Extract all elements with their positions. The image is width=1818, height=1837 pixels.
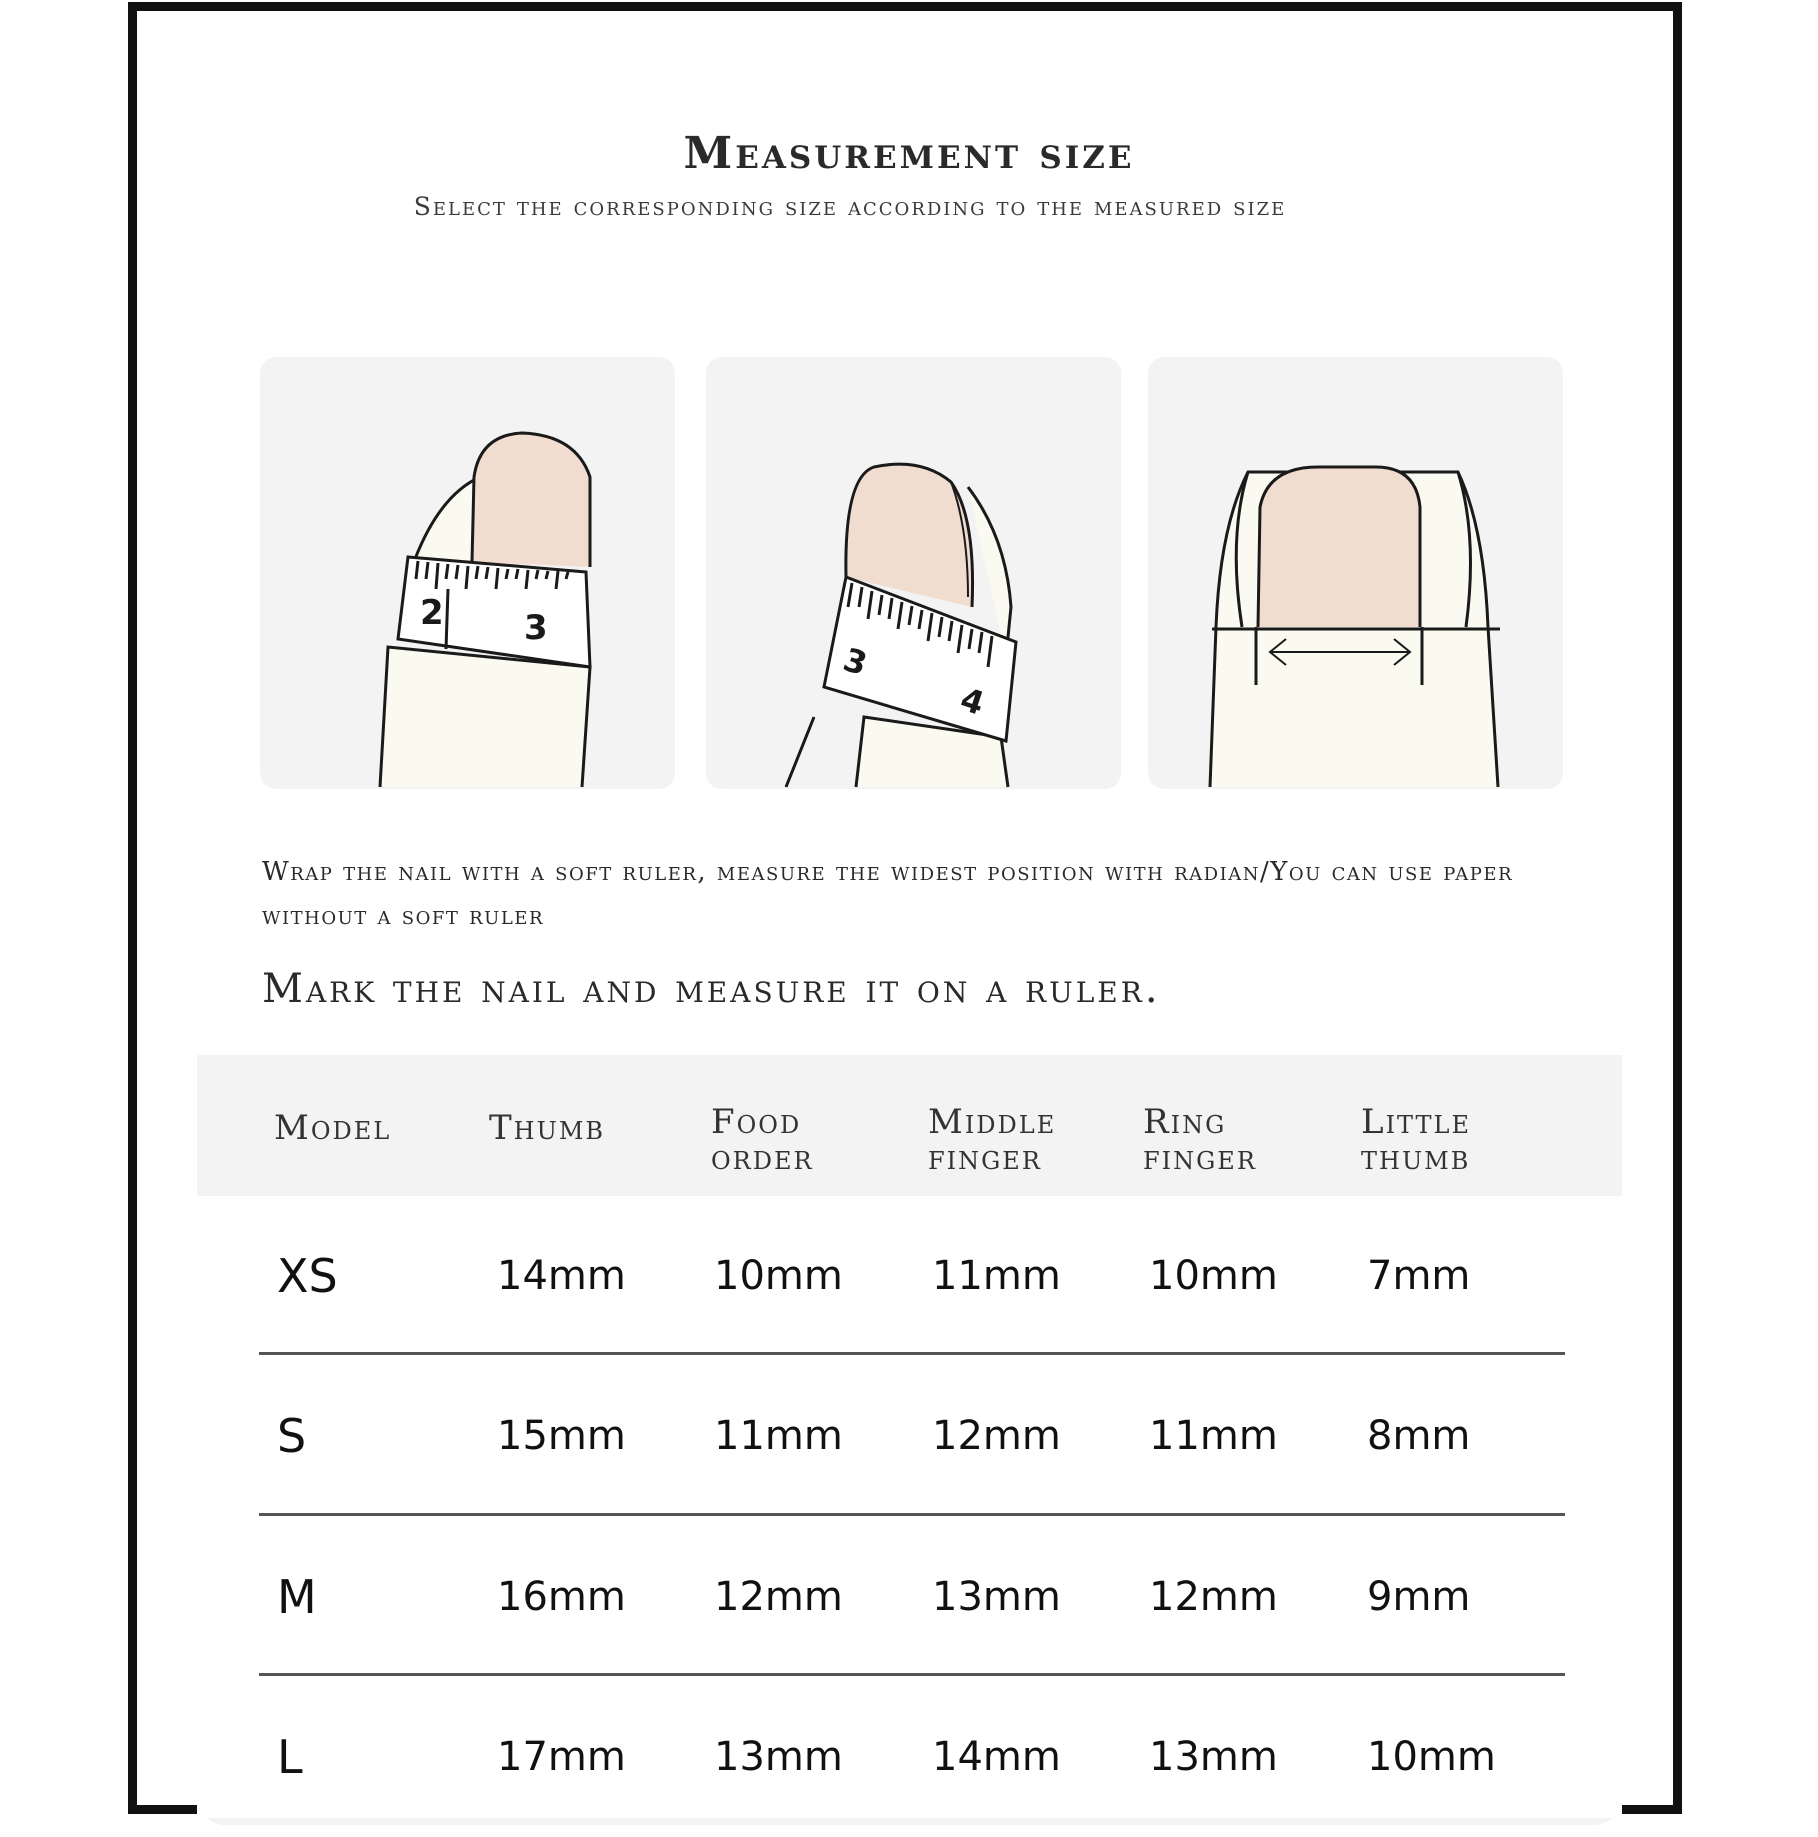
header-model: Model xyxy=(274,1108,392,1148)
header-food-order: Food order xyxy=(711,1102,814,1178)
cell-ring-finger: 12mm xyxy=(1149,1574,1278,1620)
header-little-thumb: Little thumb xyxy=(1361,1102,1471,1178)
finger-ruler-tilted-icon xyxy=(706,357,1121,789)
cell-middle-finger: 13mm xyxy=(932,1574,1061,1620)
measure-instruction: Wrap the nail with a soft ruler, measure the widest position with radian/You can use paper without a soft ruler xyxy=(262,857,1514,931)
ruler-number: 4 xyxy=(955,679,989,723)
page-title: Measurement size xyxy=(683,128,1135,179)
cell-food-order: 10mm xyxy=(714,1253,843,1299)
cell-little-thumb: 7mm xyxy=(1367,1253,1471,1299)
ruler-number: 3 xyxy=(838,640,872,684)
cell-model: S xyxy=(277,1409,307,1463)
table-row xyxy=(197,1517,1622,1677)
size-table-header xyxy=(197,1060,1622,1196)
cell-middle-finger: 11mm xyxy=(932,1253,1061,1299)
illustration-nail-width xyxy=(1148,357,1563,789)
row-divider xyxy=(259,1673,1565,1676)
mark-instruction: Mark the nail and measure it on a ruler. xyxy=(262,966,1161,1012)
cell-ring-finger: 13mm xyxy=(1149,1734,1278,1780)
cell-thumb: 14mm xyxy=(497,1253,626,1299)
cell-middle-finger: 12mm xyxy=(932,1413,1061,1459)
finger-ruler-icon xyxy=(260,357,675,789)
cell-thumb: 17mm xyxy=(497,1734,626,1780)
cell-little-thumb: 8mm xyxy=(1367,1413,1471,1459)
table-row xyxy=(197,1677,1622,1837)
size-table-body xyxy=(197,1196,1622,1818)
page-subtitle: Select the corresponding size according to the measured size xyxy=(413,192,1287,221)
row-divider xyxy=(259,1513,1565,1516)
cell-model: XS xyxy=(277,1249,338,1303)
illustration-ruler-wrap-tilted xyxy=(706,357,1121,789)
header-ring-finger: Ring finger xyxy=(1143,1102,1257,1178)
cell-ring-finger: 11mm xyxy=(1149,1413,1278,1459)
illustration-ruler-wrap-thumb xyxy=(260,357,675,789)
cell-food-order: 11mm xyxy=(714,1413,843,1459)
cell-model: M xyxy=(277,1570,317,1624)
cell-thumb: 16mm xyxy=(497,1574,626,1620)
table-row xyxy=(197,1356,1622,1516)
nail-width-arrow-icon xyxy=(1148,357,1563,789)
cell-little-thumb: 10mm xyxy=(1367,1734,1496,1780)
ruler-number: 3 xyxy=(524,608,548,648)
cell-model: L xyxy=(277,1730,303,1784)
cell-food-order: 12mm xyxy=(714,1574,843,1620)
row-divider xyxy=(259,1352,1565,1355)
header-middle-finger: Middle finger xyxy=(928,1102,1057,1178)
table-row xyxy=(197,1196,1622,1356)
header-thumb: Thumb xyxy=(489,1108,606,1148)
cell-little-thumb: 9mm xyxy=(1367,1574,1471,1620)
cell-middle-finger: 14mm xyxy=(932,1734,1061,1780)
cell-ring-finger: 10mm xyxy=(1149,1253,1278,1299)
cell-thumb: 15mm xyxy=(497,1413,626,1459)
cell-food-order: 13mm xyxy=(714,1734,843,1780)
ruler-number: 2 xyxy=(420,593,444,633)
